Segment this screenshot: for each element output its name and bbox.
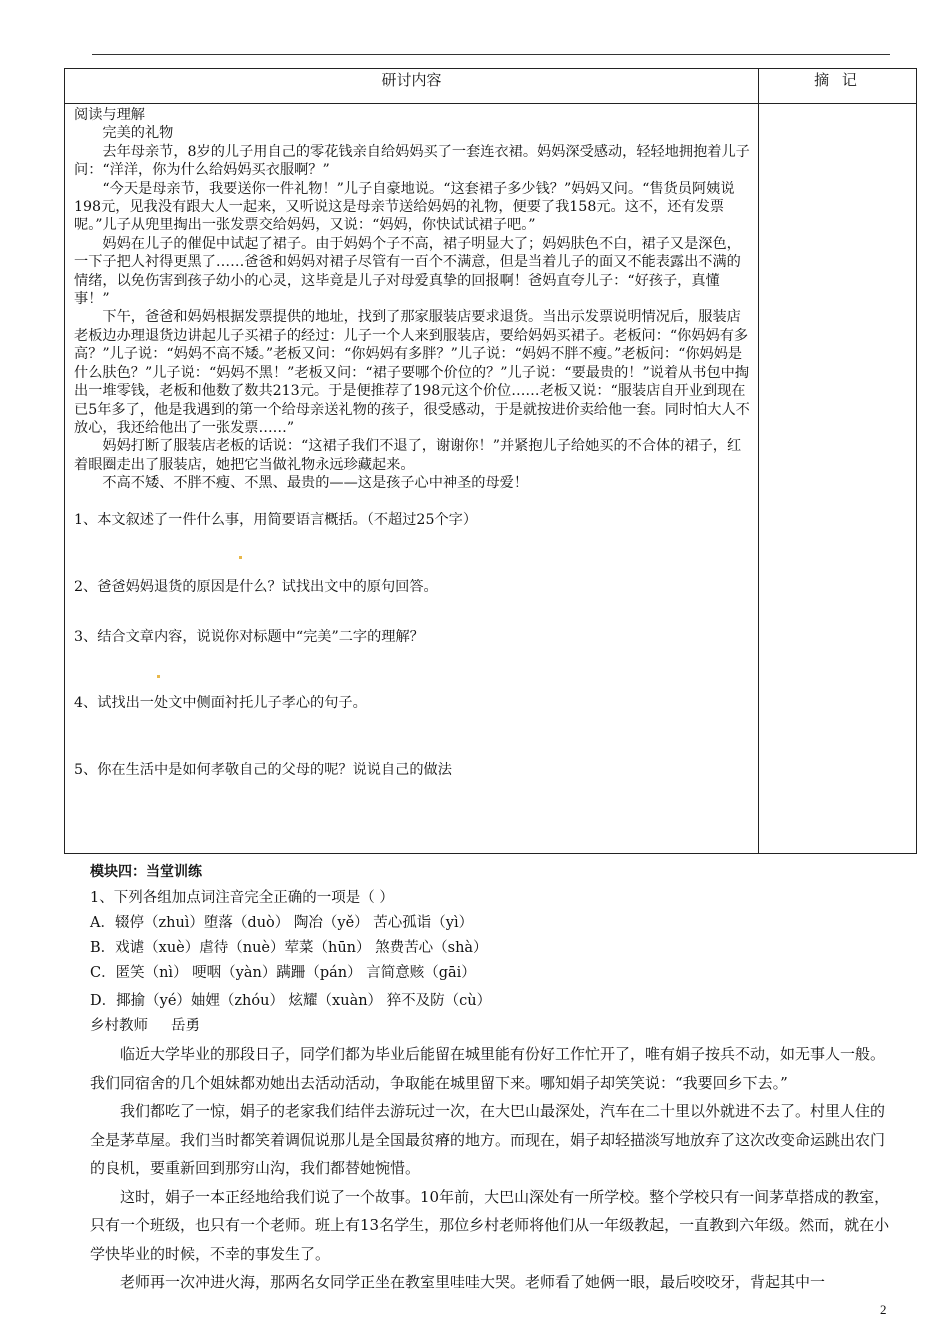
reading-passage [74, 106, 754, 493]
passage-paragraph: 不高不矮、不胖不瘦、不黑、最贵的——这是孩子心中神圣的母爱！ [102, 475, 529, 492]
column-divider [758, 69, 759, 853]
passage-paragraph: “今天是母亲节，我要送你一件礼物！”儿子自豪地说。“这套裙子多少钱？”妈妈又问。“售货员阿姨说198元，见我没有跟大人一起来，又听说这是母亲节送给妈妈的礼物，便要了我158元。这不，还有发票呢。”儿子从兜里掏出一张发票交给妈妈，又说：“妈妈，你快试试裙子吧。” [74, 180, 735, 234]
column-header-content: 研讨内容 [381, 71, 442, 89]
exercise-question: 1、下列各组加点词注音完全正确的一项是（ ） [90, 890, 394, 906]
header-rule [92, 54, 890, 55]
option-a: A．辍停（zhuì）堕落（duò） 陶冶（yě） 苦心孤诣（yì） [90, 915, 474, 931]
module-section [90, 862, 890, 1038]
story-title: 乡村教师 岳勇 [90, 1018, 201, 1034]
option-d: D．揶揄（yé）妯娌（zhóu） 炫耀（xuàn） 猝不及防（cù） [90, 993, 492, 1009]
story-text [90, 1040, 890, 1297]
question-4: 4、试找出一处文中侧面衬托儿子孝心的句子。 [74, 695, 367, 711]
passage-paragraph: 妈妈在儿子的催促中试起了裙子。由于妈妈个子不高，裙子明显大了；妈妈肤色不白，裙子又是深色，一下子把人衬得更黑了……爸爸和妈妈对裙子尽管有一百个不满意，但是当着儿子的面又不能表露出不满的情绪，以免伤害到孩子幼小的心灵，这毕竟是儿子对母爱真挚的回报啊！爸妈直夸儿子：“好孩子，真懂事！” [74, 235, 741, 308]
question-1: 1、本文叙述了一件什么事，用简要语言概括。（不超过25个字） [74, 512, 478, 528]
passage-title: 完美的礼物 [102, 125, 174, 142]
question-5: 5、你在生活中是如何孝敬自己的父母的呢？说说自己的做法 [74, 762, 452, 778]
story-paragraph: 我们都吃了一惊，娟子的老家我们结伴去游玩过一次，在大巴山最深处，汽车在二十里以外就进不去了。村里人住的全是茅草屋。我们当时都笑着调侃说那儿是全国最贫瘠的地方。而现在，娟子却轻描淡写地放弃了这次改变命运跳出农门的良机，要重新回到那穷山沟，我们都替她惋惜。 [90, 1102, 886, 1177]
column-header-notes: 摘 记 [814, 71, 861, 89]
section-label: 阅读与理解 [74, 107, 145, 123]
passage-paragraph: 妈妈打断了服装店老板的话说：“这裙子我们不退了，谢谢你！”并紧抱儿子给她买的不合体的裙子，红着眼圈走出了服装店，她把它当做礼物永远珍藏起来。 [74, 438, 742, 473]
speck-mark [157, 675, 160, 678]
module-heading: 模块四：当堂训练 [90, 864, 202, 880]
study-table [64, 68, 917, 854]
option-b: B．戏谑（xuè）虐待（nuè）荤菜（hūn） 煞费苦心（shà） [90, 940, 488, 956]
story-paragraph: 这时，娟子一本正经地给我们说了一个故事。10年前，大巴山深处有一所学校。整个学校只有一间茅草搭成的教室，只有一个班级，也只有一个老师。班上有13名学生，那位乡村老师将他们从一年级教起，一直教到六年级。然而，就在小学快毕业的时候，不幸的事发生了。 [90, 1187, 890, 1263]
story-paragraph: 老师再一次冲进火海，那两名女同学正坐在教室里哇哇大哭。老师看了她俩一眼，最后咬咬牙，背起其中一 [120, 1273, 826, 1291]
question-2: 2、爸爸妈妈退货的原因是什么？试找出文中的原句回答。 [74, 579, 438, 595]
passage-paragraph: 去年母亲节，8岁的儿子用自己的零花钱亲自给妈妈买了一套连衣裙。妈妈深受感动，轻轻地拥抱着儿子问：“洋洋，你为什么给妈妈买衣服啊？” [74, 143, 750, 179]
passage-paragraph: 下午，爸爸和妈妈根据发票提供的地址，找到了那家服装店要求退货。当出示发票说明情况后，服装店老板边办理退货边讲起儿子买裙子的经过：儿子一个人来到服装店，要给妈妈买裙子。老板问：“你妈妈有多高？”儿子说：“妈妈不高不矮。”老板又问：“你妈妈有多胖？”儿子说：“妈妈不胖不瘦。”老板问：“你妈妈是什么肤色？”儿子说：“妈妈不黑！”老板又问：“裙子要哪个价位的？”儿子说：“要最贵的！”说着从书包中掏出一堆零钱，老板和他数了数共213元。于是便推荐了198元这个价位……老板又说：“服装店自开业到现在已5年多了，他是我遇到的第一个给母亲送礼物的孩子，很受感动，于是就按进价卖给他一套。同时怕大人不放心，我还给他出了一张发票……” [74, 309, 750, 436]
story-paragraph: 临近大学毕业的那段日子，同学们都为毕业后能留在城里能有份好工作忙开了，唯有娟子按兵不动，如无事人一般。我们同宿舍的几个姐妹都劝她出去活动活动，争取能在城里留下来。哪知娟子却笑笑说：“我要回乡下去。” [90, 1045, 886, 1092]
option-c: C．匿笑（nì） 哽咽（yàn）蹒跚（pán） 言简意赅（gāi） [90, 965, 476, 981]
speck-mark [239, 556, 242, 559]
page-number: 2 [880, 1302, 887, 1317]
question-3: 3、结合文章内容，说说你对标题中“完美”二字的理解？ [74, 629, 424, 645]
